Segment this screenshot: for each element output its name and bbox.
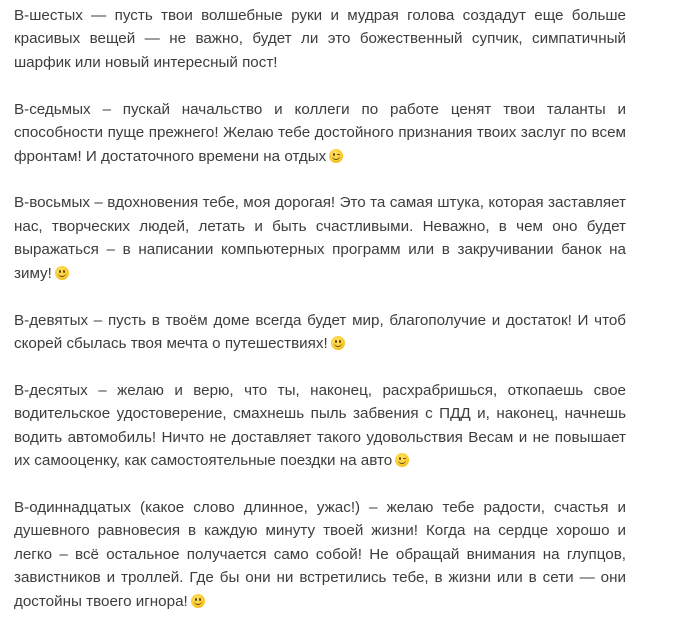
smiling-face-icon	[191, 594, 205, 608]
paragraph-11	[14, 496, 626, 613]
paragraph-text: В-шестых — пусть твои волшебные руки и мудрая голова создадут еще больше красивых вещей — не важно, будет ли это божественный супчик, симпатичный шарфик или новый интересный пост!	[14, 7, 626, 71]
paragraph-7	[14, 98, 626, 168]
winking-face-icon	[329, 149, 343, 163]
paragraph-8	[14, 191, 626, 285]
paragraph-text: В-восьмых – вдохновения тебе, моя дорогая! Это та самая штука, которая заставляет нас, творческих людей, летать и быть счастливыми. Неважно, в чем оно будет выражаться – в написании компьютерных программ или в закручивании банок на зиму!	[14, 194, 626, 282]
smiling-face-icon	[331, 336, 345, 350]
winking-face-icon	[395, 453, 409, 467]
paragraph-text: В-девятых – пусть в твоём доме всегда будет мир, благополучие и достаток! И чтоб скорей сбылась твоя мечта о путешествиях!	[14, 311, 626, 352]
paragraph-text: В-седьмых – пускай начальство и коллеги по работе ценят твои таланты и способности пуще прежнего! Желаю тебе достойного признания твоих заслуг по всем фронтам! И достаточного времени на отдых	[14, 100, 626, 165]
article-body	[14, 4, 626, 637]
paragraph-text: В-одиннадцатых (какое слово длинное, ужас!) – желаю тебе радости, счастья и душевного равновесия в каждую минуту твоей жизни! Когда на сердце хорошо и легко – всё остальное получается само собой! Не обращай внимания на глупцов, завистников и троллей. Где бы они ни встретились тебе, в жизни или в сети — они достойны твоего игнора!	[14, 499, 626, 610]
paragraph-10	[14, 379, 626, 473]
paragraph-9	[14, 309, 626, 356]
paragraph-text: В-десятых – желаю и верю, что ты, наконец, расхрабришься, откопаешь свое водительское удостоверение, смахнешь пыль забвения с ПДД и, наконец, начнешь водить автомобиль! Ничто не доставляет такого удовольствия Весам и не повышает их самооценку, как самостоятельные поездки на авто	[14, 381, 626, 470]
smiling-face-icon	[55, 266, 69, 280]
paragraph-6	[14, 4, 626, 74]
